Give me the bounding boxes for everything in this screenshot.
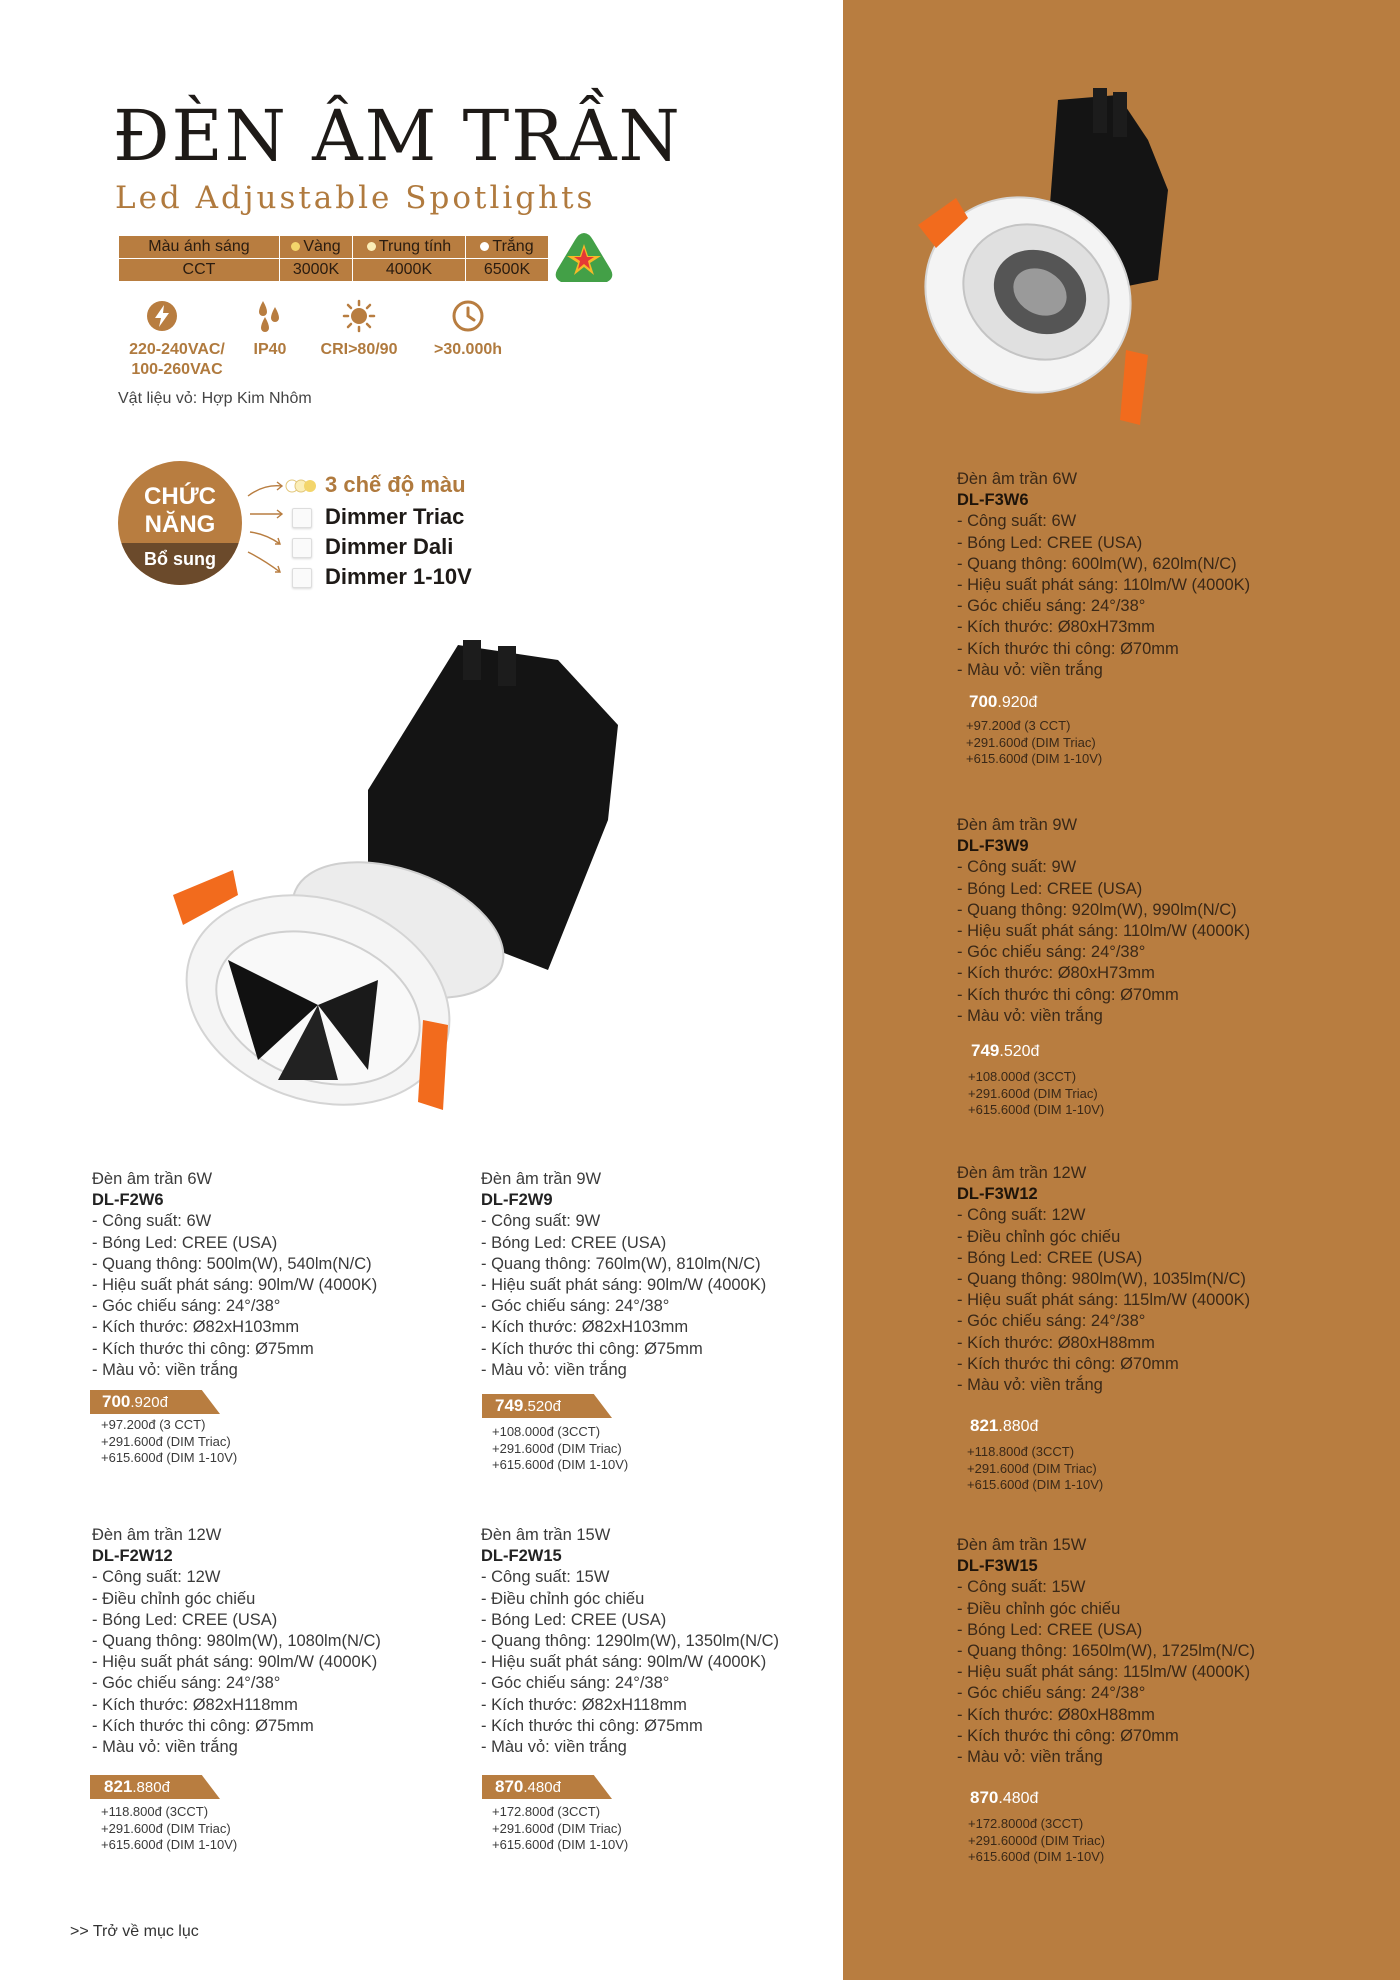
spec-line: - Màu vỏ: viền trắng bbox=[957, 1006, 1103, 1025]
cct-neutral-label: Trung tính bbox=[378, 238, 452, 255]
white-dot-icon bbox=[480, 242, 489, 251]
product-name: Đèn âm trần 6W bbox=[957, 470, 1078, 488]
page-title: ĐÈN ÂM TRẦN bbox=[113, 95, 682, 177]
price bbox=[970, 1788, 1038, 1808]
cct-white-label: Trắng bbox=[492, 238, 534, 255]
extra-line: +615.600đ (DIM 1-10V) bbox=[101, 1837, 238, 1852]
product-f2w9 bbox=[481, 1169, 766, 1381]
price bbox=[971, 1041, 1039, 1061]
product-f3w12 bbox=[957, 1163, 1250, 1396]
spec-line: - Hiệu suất phát sáng: 90lm/W (4000K) bbox=[481, 1276, 767, 1295]
price-main: 870 bbox=[970, 1788, 999, 1807]
dimmer-triac-icon bbox=[292, 508, 312, 528]
cct-col-neutral bbox=[353, 236, 466, 259]
spec-line: - Màu vỏ: viền trắng bbox=[92, 1738, 238, 1757]
spec-line: - Kích thước: Ø82xH118mm bbox=[92, 1695, 298, 1714]
extra-line: +108.000đ (3CCT) bbox=[492, 1424, 601, 1439]
extra-line: +615.600đ (DIM 1-10V) bbox=[101, 1450, 238, 1465]
spec-line: - Góc chiếu sáng: 24°/38° bbox=[481, 1674, 670, 1693]
spec-line: - Quang thông: 500lm(W), 540lm(N/C) bbox=[92, 1254, 372, 1273]
spec-line: - Bóng Led: CREE (USA) bbox=[957, 533, 1143, 552]
price-extras bbox=[967, 1444, 1103, 1494]
cct-6500k: 6500K bbox=[466, 259, 549, 282]
product-name: Đèn âm trần 15W bbox=[957, 1536, 1087, 1554]
spec-line: - Công suất: 9W bbox=[957, 858, 1077, 877]
neutral-dot-icon bbox=[367, 242, 376, 251]
spec-line: - Màu vỏ: viền trắng bbox=[957, 660, 1103, 679]
extra-line: +615.600đ (DIM 1-10V) bbox=[968, 1102, 1105, 1117]
extra-line: +291.6000đ (DIM Triac) bbox=[968, 1832, 1105, 1848]
spec-voltage: 220-240VAC/ 100-260VAC bbox=[129, 341, 225, 378]
price-extras bbox=[966, 718, 1102, 768]
product-f3w9 bbox=[957, 815, 1250, 1027]
spec-line: - Góc chiếu sáng: 24°/38° bbox=[481, 1297, 670, 1316]
extra-line: +97.200đ (3 CCT) bbox=[101, 1417, 206, 1432]
spec-line: - Quang thông: 1650lm(W), 1725lm(N/C) bbox=[957, 1642, 1256, 1661]
price-main: 700 bbox=[102, 1392, 131, 1411]
spec-line: - Góc chiếu sáng: 24°/38° bbox=[957, 597, 1146, 616]
spec-line: - Màu vỏ: viền trắng bbox=[481, 1360, 627, 1379]
cct-table bbox=[118, 235, 549, 282]
price-sub: .520đ bbox=[523, 1398, 561, 1415]
cct-header-color: Màu ánh sáng bbox=[119, 236, 280, 259]
price-sub: .520đ bbox=[999, 1043, 1040, 1060]
price-sub: .880đ bbox=[132, 1779, 170, 1796]
spec-cri: CRI>80/90 bbox=[320, 341, 398, 358]
material-text: Vật liệu vỏ: Hợp Kim Nhôm bbox=[118, 390, 312, 407]
extra-line: +291.600đ (DIM Triac) bbox=[492, 1820, 622, 1836]
price-sub: .880đ bbox=[998, 1418, 1039, 1435]
spec-line: - Kích thước: Ø80xH73mm bbox=[957, 964, 1155, 983]
product-name: Đèn âm trần 15W bbox=[481, 1526, 611, 1544]
spec-line: - Kích thước thi công: Ø70mm bbox=[957, 1726, 1179, 1745]
spec-line: - Kích thước thi công: Ø70mm bbox=[957, 1354, 1179, 1373]
extra-line: +291.600đ (DIM Triac) bbox=[966, 734, 1096, 750]
spec-line: - Góc chiếu sáng: 24°/38° bbox=[957, 1312, 1146, 1331]
product-model: DL-F3W15 bbox=[957, 1557, 1038, 1576]
function-badge-line2: NĂNG bbox=[144, 511, 216, 538]
spec-line: - Kích thước: Ø80xH73mm bbox=[957, 618, 1155, 637]
extra-line: +118.800đ (3CCT) bbox=[967, 1444, 1075, 1459]
price-sub: .920đ bbox=[130, 1394, 168, 1411]
product-f3w15 bbox=[957, 1535, 1255, 1768]
cct-label: CCT bbox=[119, 259, 280, 282]
spec-line: - Bóng Led: CREE (USA) bbox=[92, 1610, 278, 1629]
spec-line: - Quang thông: 980lm(W), 1080lm(N/C) bbox=[92, 1632, 381, 1651]
product-name: Đèn âm trần 9W bbox=[957, 816, 1078, 834]
price-extras bbox=[492, 1804, 628, 1854]
price bbox=[969, 692, 1037, 712]
product-model: DL-F3W9 bbox=[957, 837, 1029, 856]
spec-line: - Kích thước: Ø82xH103mm bbox=[481, 1318, 689, 1337]
function-badge-line1: CHỨC bbox=[144, 483, 216, 510]
right-panel bbox=[843, 0, 1400, 1980]
spec-line: - Công suất: 15W bbox=[957, 1578, 1086, 1597]
spec-line: - Kích thước: Ø80xH88mm bbox=[957, 1705, 1155, 1724]
spec-line: - Góc chiếu sáng: 24°/38° bbox=[957, 943, 1146, 962]
product-f2w6 bbox=[92, 1169, 377, 1381]
extra-line: +615.600đ (DIM 1-10V) bbox=[968, 1849, 1105, 1864]
page-subtitle: Led Adjustable Spotlights bbox=[115, 180, 596, 216]
spec-line: - Hiệu suất phát sáng: 110lm/W (4000K) bbox=[957, 922, 1251, 941]
spec-line: - Kích thước: Ø82xH118mm bbox=[481, 1695, 687, 1714]
product-name: Đèn âm trần 9W bbox=[481, 1170, 602, 1188]
product-model: DL-F2W12 bbox=[92, 1547, 173, 1566]
spec-line: - Bóng Led: CREE (USA) bbox=[481, 1610, 667, 1629]
product-name: Đèn âm trần 12W bbox=[957, 1164, 1087, 1182]
cct-warm-label: Vàng bbox=[303, 238, 341, 255]
extra-line: +108.000đ (3CCT) bbox=[968, 1069, 1077, 1084]
price bbox=[495, 1777, 561, 1797]
spec-lifetime: >30.000h bbox=[433, 341, 503, 358]
spec-line: - Bóng Led: CREE (USA) bbox=[957, 1248, 1143, 1267]
function-dimmer-triac: Dimmer Triac bbox=[325, 504, 465, 529]
spec-line: - Hiệu suất phát sáng: 115lm/W (4000K) bbox=[957, 1291, 1251, 1310]
price bbox=[970, 1416, 1038, 1436]
extra-line: +291.600đ (DIM Triac) bbox=[967, 1460, 1097, 1476]
spec-line: - Quang thông: 760lm(W), 810lm(N/C) bbox=[481, 1254, 761, 1273]
price-sub: .480đ bbox=[998, 1790, 1039, 1807]
lamp-image-f2 bbox=[168, 640, 628, 1120]
spec-line: - Công suất: 6W bbox=[957, 512, 1077, 531]
spec-line: - Màu vỏ: viền trắng bbox=[957, 1376, 1103, 1395]
price-sub: .920đ bbox=[997, 694, 1038, 711]
price-main: 749 bbox=[495, 1396, 524, 1415]
price bbox=[102, 1392, 168, 1412]
spec-line: - Kích thước thi công: Ø75mm bbox=[481, 1716, 703, 1735]
cct-3000k: 3000K bbox=[280, 259, 353, 282]
extra-line: +97.200đ (3 CCT) bbox=[966, 718, 1071, 733]
spec-line: - Công suất: 12W bbox=[92, 1568, 221, 1587]
spec-line: - Kích thước thi công: Ø70mm bbox=[957, 639, 1179, 658]
product-name: Đèn âm trần 6W bbox=[92, 1170, 213, 1188]
price bbox=[495, 1396, 561, 1416]
price-main: 700 bbox=[969, 692, 998, 711]
price-main: 870 bbox=[495, 1777, 524, 1796]
spec-line: - Bóng Led: CREE (USA) bbox=[481, 1233, 667, 1252]
back-to-index-link[interactable]: >> Trở về mục lục bbox=[70, 1923, 199, 1940]
product-f3w6 bbox=[957, 469, 1250, 681]
function-badge bbox=[118, 461, 242, 585]
spec-line: - Hiệu suất phát sáng: 90lm/W (4000K) bbox=[92, 1653, 378, 1672]
price-main: 821 bbox=[970, 1416, 999, 1435]
extra-line: +291.600đ (DIM Triac) bbox=[968, 1085, 1098, 1101]
spec-line: - Hiệu suất phát sáng: 110lm/W (4000K) bbox=[957, 576, 1251, 595]
product-f2w12 bbox=[92, 1525, 381, 1758]
function-badge-line3: Bổ sung bbox=[144, 549, 216, 569]
spec-line: - Kích thước: Ø82xH103mm bbox=[92, 1318, 300, 1337]
spec-line: - Hiệu suất phát sáng: 90lm/W (4000K) bbox=[92, 1276, 378, 1295]
price-extras bbox=[101, 1417, 237, 1467]
cct-col-warm bbox=[280, 236, 353, 259]
extra-line: +615.600đ (DIM 1-10V) bbox=[492, 1457, 629, 1472]
spec-line: - Góc chiếu sáng: 24°/38° bbox=[92, 1297, 281, 1316]
extra-line: +615.600đ (DIM 1-10V) bbox=[967, 1477, 1104, 1492]
spec-line: - Kích thước thi công: Ø75mm bbox=[92, 1716, 314, 1735]
color-modes-icon bbox=[284, 477, 320, 495]
spec-ip-rating: IP40 bbox=[253, 341, 287, 358]
function-color-modes: 3 chế độ màu bbox=[325, 472, 466, 497]
product-model: DL-F2W6 bbox=[92, 1191, 164, 1210]
spec-line: - Công suất: 15W bbox=[481, 1568, 610, 1587]
spec-line: - Kích thước thi công: Ø75mm bbox=[481, 1339, 703, 1358]
lamp-image-f3 bbox=[908, 80, 1168, 445]
warm-dot-icon bbox=[291, 242, 300, 251]
spec-line: - Quang thông: 1290lm(W), 1350lm(N/C) bbox=[481, 1632, 780, 1651]
spec-line: - Hiệu suất phát sáng: 90lm/W (4000K) bbox=[481, 1653, 767, 1672]
spec-line: - Quang thông: 920lm(W), 990lm(N/C) bbox=[957, 900, 1237, 919]
function-dimmer-dali: Dimmer Dali bbox=[325, 534, 454, 559]
spec-line: - Góc chiếu sáng: 24°/38° bbox=[957, 1684, 1146, 1703]
extra-line: +291.600đ (DIM Triac) bbox=[101, 1433, 231, 1449]
spec-line: - Bóng Led: CREE (USA) bbox=[92, 1233, 278, 1252]
dimmer-0-10v-icon bbox=[292, 568, 312, 588]
price-extras bbox=[492, 1424, 628, 1474]
spec-line: - Màu vỏ: viền trắng bbox=[92, 1360, 238, 1379]
spec-line: - Kích thước thi công: Ø70mm bbox=[957, 985, 1179, 1004]
spec-line: - Quang thông: 980lm(W), 1035lm(N/C) bbox=[957, 1270, 1246, 1289]
price-sub: .480đ bbox=[523, 1779, 561, 1796]
cct-4000k: 4000K bbox=[353, 259, 466, 282]
spec-line: - Bóng Led: CREE (USA) bbox=[957, 879, 1143, 898]
spec-line: - Bóng Led: CREE (USA) bbox=[957, 1620, 1143, 1639]
spec-line: - Điều chỉnh góc chiếu bbox=[481, 1589, 645, 1608]
price-extras bbox=[101, 1804, 237, 1854]
spec-line: - Quang thông: 600lm(W), 620lm(N/C) bbox=[957, 554, 1237, 573]
spec-line: - Điều chỉnh góc chiếu bbox=[957, 1227, 1121, 1246]
spec-line: - Công suất: 6W bbox=[92, 1212, 212, 1231]
cct-col-white bbox=[466, 236, 549, 259]
water-drops-icon bbox=[252, 299, 286, 333]
product-model: DL-F2W9 bbox=[481, 1191, 553, 1210]
spec-line: - Điều chỉnh góc chiếu bbox=[92, 1589, 256, 1608]
extra-line: +615.600đ (DIM 1-10V) bbox=[966, 751, 1103, 766]
extra-line: +172.8000đ (3CCT) bbox=[968, 1816, 1084, 1831]
product-model: DL-F2W15 bbox=[481, 1547, 562, 1566]
price-main: 749 bbox=[971, 1041, 1000, 1060]
extra-line: +615.600đ (DIM 1-10V) bbox=[492, 1837, 629, 1852]
spec-line: - Góc chiếu sáng: 24°/38° bbox=[92, 1674, 281, 1693]
extra-line: +172.800đ (3CCT) bbox=[492, 1804, 601, 1819]
spec-line: - Công suất: 9W bbox=[481, 1212, 601, 1231]
product-model: DL-F3W12 bbox=[957, 1185, 1038, 1204]
extra-line: +291.600đ (DIM Triac) bbox=[492, 1440, 622, 1456]
dimmer-dali-icon bbox=[292, 538, 312, 558]
spec-line: - Màu vỏ: viền trắng bbox=[957, 1748, 1103, 1767]
spec-line: - Màu vỏ: viền trắng bbox=[481, 1738, 627, 1757]
certification-badge-icon bbox=[553, 230, 615, 286]
lightning-icon bbox=[145, 299, 179, 333]
clock-icon bbox=[451, 299, 485, 333]
price bbox=[104, 1777, 170, 1797]
extra-line: +291.600đ (DIM Triac) bbox=[101, 1820, 231, 1836]
product-name: Đèn âm trần 12W bbox=[92, 1526, 222, 1544]
price-extras bbox=[968, 1816, 1105, 1866]
price-main: 821 bbox=[104, 1777, 133, 1796]
spec-line: - Kích thước thi công: Ø75mm bbox=[92, 1339, 314, 1358]
extra-line: +118.800đ (3CCT) bbox=[101, 1804, 209, 1819]
spec-line: - Điều chỉnh góc chiếu bbox=[957, 1599, 1121, 1618]
spec-line: - Hiệu suất phát sáng: 115lm/W (4000K) bbox=[957, 1663, 1251, 1682]
spec-line: - Công suất: 12W bbox=[957, 1206, 1086, 1225]
function-dimmer-1-10v: Dimmer 1-10V bbox=[325, 564, 472, 589]
product-model: DL-F3W6 bbox=[957, 491, 1029, 510]
price-extras bbox=[968, 1069, 1104, 1119]
spec-line: - Kích thước: Ø80xH88mm bbox=[957, 1333, 1155, 1352]
sun-icon bbox=[342, 299, 376, 333]
product-f2w15 bbox=[481, 1525, 779, 1758]
